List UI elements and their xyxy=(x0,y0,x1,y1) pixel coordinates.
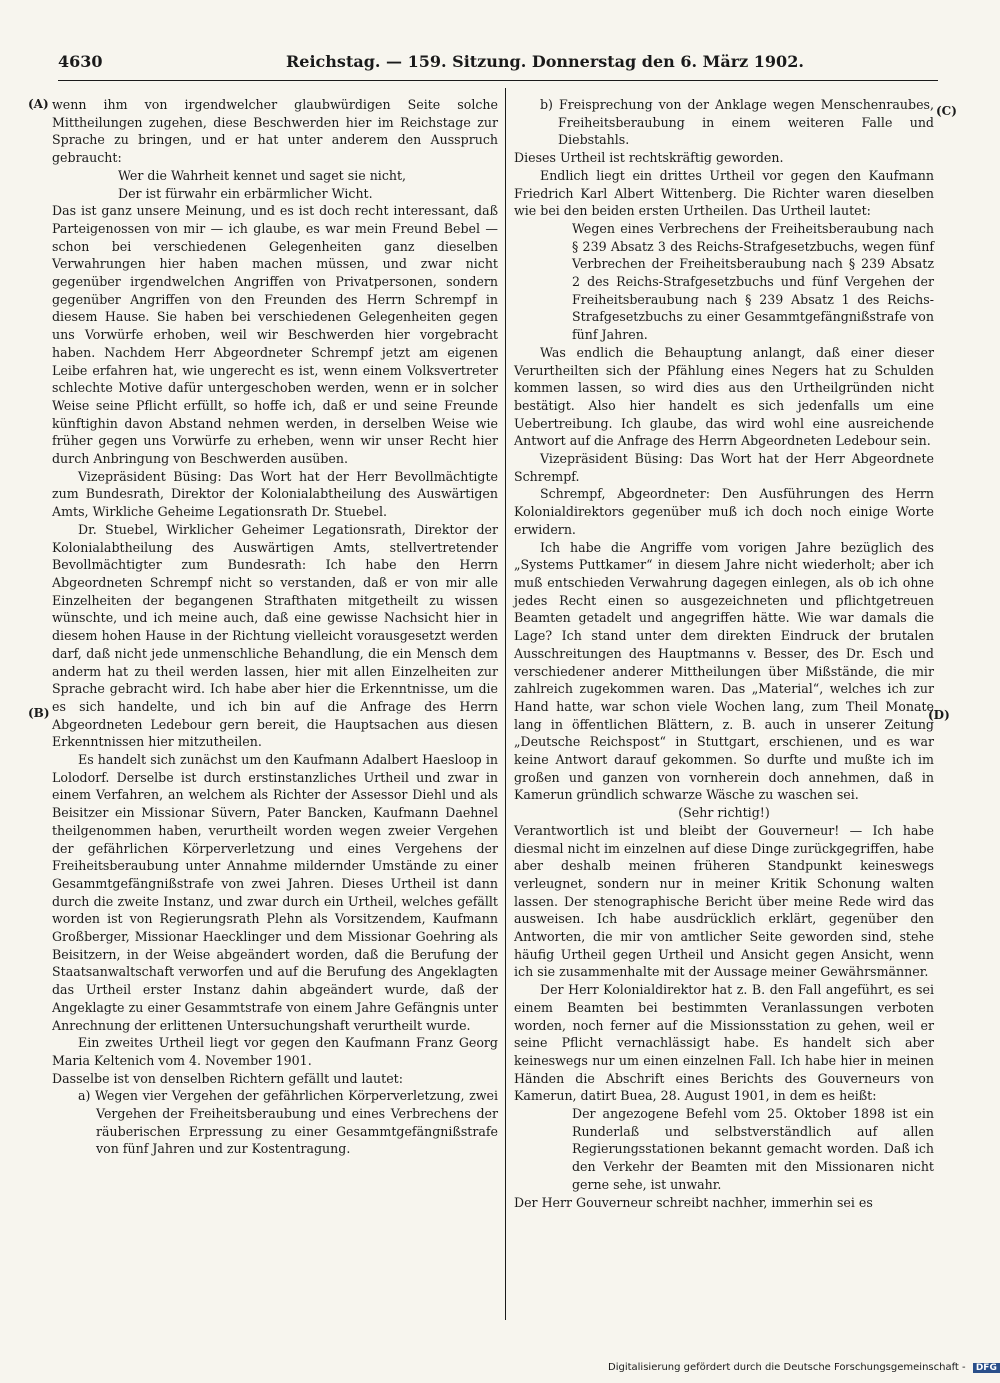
paragraph: Was endlich die Behauptung anlangt, daß einer dieser Verurtheilten sich der Pfählung eines Negers hat zu Schulden kommen lassen, so wird dies aus den Urtheilgründen nicht bestätigt. Also hier handelt es sich jedenfalls um eine Uebertreibung. Ich glaube, das wird wohl eine ausreichende Antwort auf die Anfrage des Herrn Abgeordneten Ledebour sein. xyxy=(514,344,934,449)
paragraph: Dieses Urtheil ist rechtskräftig geworden. xyxy=(514,150,784,166)
margin-mark-b: (B) xyxy=(28,706,50,720)
verdict-item: a) Wegen vier Vergehen der gefährlichen Körperverletzung, zwei Vergehen der Freiheitsberaubung und eines Verbrechens der räuberischen Erpressung zu einer Gesammtgefängnißstrafe von fünf Jahren und zur Kostentragung. xyxy=(78,1088,498,1157)
footer-text: Digitalisierung gefördert durch die Deutsche Forschungsgemeinschaft - xyxy=(608,1362,966,1373)
speaker-paragraph: Dr. Stuebel, Wirklicher Geheimer Legationsrath, Direktor der Kolonialabtheilung des Auswärtigen Amts, stellvertretender Bevollmächtigter zum Bundesrath: Ich habe den Herrn Abgeordneten Schrempf nicht so verstanden, daß er von mir alle Einzelheiten der begangenen Strafthaten mitgetheilt zu wissen wünschte, und ich meine auch, daß eine gewisse Nachsicht hier in diesem hohen Hause in der Richtung vielleicht vorausgesetzt werden darf, daß nicht jede unmenschliche Behandlung, die ein Mensch dem anderm hat zu theil werden lassen, hier mit allen Einzelheiten zur Sprache gebracht wird. Ich habe aber hier die Erkenntnisse, um die es sich handelte, und ich bin auf die Anfrage des Herrn Abgeordneten Ledebour gern bereit, die Hauptsachen aus diesen Erkenntnissen hier mitzutheilen. xyxy=(52,521,498,750)
speaker-paragraph: Schrempf, Abgeordneter: Den Ausführungen des Herrn Kolonialdirektors gegenüber muß ich doch noch einige Worte erwidern. xyxy=(514,486,934,537)
speaker-paragraph: Vizepräsident Büsing: Das Wort hat der Herr Abgeordnete Schrempf. xyxy=(514,451,934,484)
interjection: (Sehr richtig!) xyxy=(678,805,770,821)
margin-mark-a: (A) xyxy=(28,97,49,111)
paragraph: Das ist ganz unsere Meinung, und es ist doch recht interessant, daß Parteigenossen von mir — ich glaube, es war mein Freund Bebel — schon bei verschiedenen Gelegenheiten ganz dieselben Verwahrungen hier haben machen müssen, und zwar nicht gegenüber irgendwelchen Angriffen von Privatpersonen, sondern gegenüber Angriffen von den Freunden des Herrn Schrempf in diesem Hause. Sie haben bei verschiedenen Gelegenheiten gegen uns Vorwürfe erhoben, weil wir Beschwerden hier vorgebracht haben. Nachdem Herr Abgeordneter Schrempf jetzt am eigenen Leibe erfahren hat, wie ungerecht es ist, wenn einem Volksvertreter schlechte Motive dafür untergeschoben werden, wenn er in solcher Weise seine Pflicht erfüllt, so hoffe ich, daß er und seine Freunde künftighin davon Abstand nehmen werden, in derselben Weise wie früher gegen uns Vorwürfe zu erheben, wenn wir unser Recht hier durch Anbringung von Beschwerden ausüben. xyxy=(52,203,498,467)
paragraph: Der Herr Gouverneur schreibt nachher, immerhin sei es xyxy=(514,1194,873,1210)
digitization-footer xyxy=(608,1362,1000,1373)
paragraph: Ein zweites Urtheil liegt vor gegen den Kaufmann Franz Georg Maria Keltenich vom 4. November 1901. xyxy=(52,1035,498,1068)
running-title: Reichstag. — 159. Sitzung. Donnerstag den 6. März 1902. xyxy=(286,52,804,71)
dfg-logo: DFG xyxy=(973,1363,1000,1373)
margin-mark-d: (D) xyxy=(928,708,950,722)
right-column xyxy=(514,96,934,1211)
paragraph: Dasselbe ist von denselben Richtern gefällt und lautet: xyxy=(52,1070,403,1086)
verse-line: Wer die Wahrheit kennet und saget sie nicht, xyxy=(118,167,407,183)
speaker-paragraph: Vizepräsident Büsing: Das Wort hat der Herr Bevollmächtigte zum Bundesrath, Direktor der Kolonialabtheilung des Auswärtigen Amts, Wirkliche Geheime Legationsrath Dr. Stuebel. xyxy=(52,468,498,520)
verdict-item: b) Freisprechung von der Anklage wegen Menschenraubes, Freiheitsberaubung in einem weiteren Falle und Diebstahls. xyxy=(540,97,934,148)
paragraph: Es handelt sich zunächst um den Kaufmann Adalbert Haesloop in Lolodorf. Derselbe ist durch erstinstanzliches Urtheil und zwar in einem Verfahren, an welchem als Richter der Assessor Diehl und als Beisitzer ein Missionar Süvern, Pater Bancken, Kaufmann Daehnel theilgenommen haben, verurtheilt worden wegen zweier Vergehen der gefährlichen Körperverletzung und eines Vergehens der Freiheitsberaubung unter Annahme mildernder Umstände zu einer Gesammtgefängnißstrafe von zwei Jahren. Dieses Urtheil ist dann durch die zweite Instanz, und zwar durch ein Urtheil, welches gefällt worden ist von Regierungsrath Plehn als Vorsitzendem, Kaufmann Großberger, Missionar Haecklinger und dem Missionar Goehring als Beisitzern, in der Weise abgeändert worden, daß die Berufung der Staatsanwaltschaft verworfen und auf die Berufung des Angeklagten das Urtheil erster Instanz dahin abgeändert wurde, daß der Angeklagte zu einer Gesammtstrafe von einem Jahre Gefängnis unter Anrechnung der erlittenen Untersuchungshaft verurtheilt wurde. xyxy=(52,752,498,1033)
verse-line: Der ist fürwahr ein erbärmlicher Wicht. xyxy=(118,185,373,201)
paragraph: Endlich liegt ein drittes Urtheil vor gegen den Kaufmann Friedrich Karl Albert Wittenberg. Die Richter waren dieselben wie bei den beiden ersten Urtheilen. Das Urtheil lautet: xyxy=(514,167,934,219)
report-quote: Der angezogene Befehl vom 25. Oktober 1898 ist ein Runderlaß und selbstverständlich auf allen Regierungsstationen bekannt gemacht worden. Daß ich den Verkehr der Beamten mit den Missionaren nicht gerne sehe, ist unwahr. xyxy=(572,1106,934,1192)
margin-mark-c: (C) xyxy=(936,104,957,118)
left-column xyxy=(52,96,498,1158)
running-header xyxy=(58,52,938,78)
paragraph: Verantwortlich ist und bleibt der Gouverneur! — Ich habe diesmal nicht im einzelnen auf diese Dinge zurückgegriffen, habe aber deshalb meinen früheren Standpunkt keineswegs verleugnet, sondern nur in meiner Kritik Schonung walten lassen. Der stenographische Bericht über meine Rede wird das ausweisen. Ich habe ausdrücklich erklärt, gegenüber den Antworten, die mir von amtlicher Seite geworden sind, stehe häufig Urtheil gegen Urtheil und Ansicht gegen Ansicht, wenn ich sie zusammenhalte mit der Aussage meiner Gewährsmänner. xyxy=(514,822,934,980)
verdict-quote: Wegen eines Verbrechens der Freiheitsberaubung nach § 239 Absatz 3 des Reichs-Strafgesetzbuchs, wegen fünf Verbrechen der Freiheitsberaubung nach § 239 Absatz 2 des Reichs-Strafgesetzbuchs und fünf Vergehen der Freiheitsberaubung nach § 239 Absatz 1 des Reichs-Strafgesetzbuchs zu einer Gesammtgefängnißstrafe von fünf Jahren. xyxy=(572,220,934,343)
header-rule xyxy=(58,80,938,81)
paragraph: Ich habe die Angriffe vom vorigen Jahre bezüglich des „Systems Puttkamer“ in diesem Jahre nicht wiederholt; aber ich muß entschieden Verwahrung dagegen einlegen, als ob ich ohne jedes Recht einen so ausgezeichneten und pflichtgetreuen Beamten getadelt und angegriffen hätte. Wie war damals die Lage? Ich stand unter dem direkten Eindruck der brutalen Ausschreitungen des Hauptmanns v. Besser, des Dr. Esch und verschiedener anderer Mittheilungen über Mißstände, die mir zahlreich zugekommen waren. Das „Material“, welches ich zur Hand hatte, war schon viele Wochen lang, zum Theil Monate lang in öffentlichen Blättern, z. B. auch in unserer Zeitung „Deutsche Reichspost“ in Stuttgart, erschienen, und es war keine Antwort darauf gekommen. So durfte und mußte ich im großen und ganzen von vornherein doch annehmen, daß in Kamerun gründlich schwarze Wäsche zu waschen sei. xyxy=(514,539,934,803)
paragraph: wenn ihm von irgendwelcher glaubwürdigen Seite solche Mittheilungen zugehen, diese Beschwerden hier im Reichstage zur Sprache zu bringen, und er hat unter anderem den Ausspruch gebraucht: xyxy=(52,97,498,166)
column-separator xyxy=(505,88,506,1320)
page-number: 4630 xyxy=(58,52,103,71)
paragraph: Der Herr Kolonialdirektor hat z. B. den Fall angeführt, es sei einem Beamten bei bestimmten Veranlassungen verboten worden, noch ferner auf die Missionsstation zu gehen, weil er seine Pflicht vernachlässigt habe. Es handelt sich aber keineswegs nur um einen einzelnen Fall. Ich habe hier in meinen Händen die Abschrift eines Berichts des Gouverneurs von Kamerun, datirt Buea, 28. August 1901, in dem es heißt: xyxy=(514,982,934,1104)
